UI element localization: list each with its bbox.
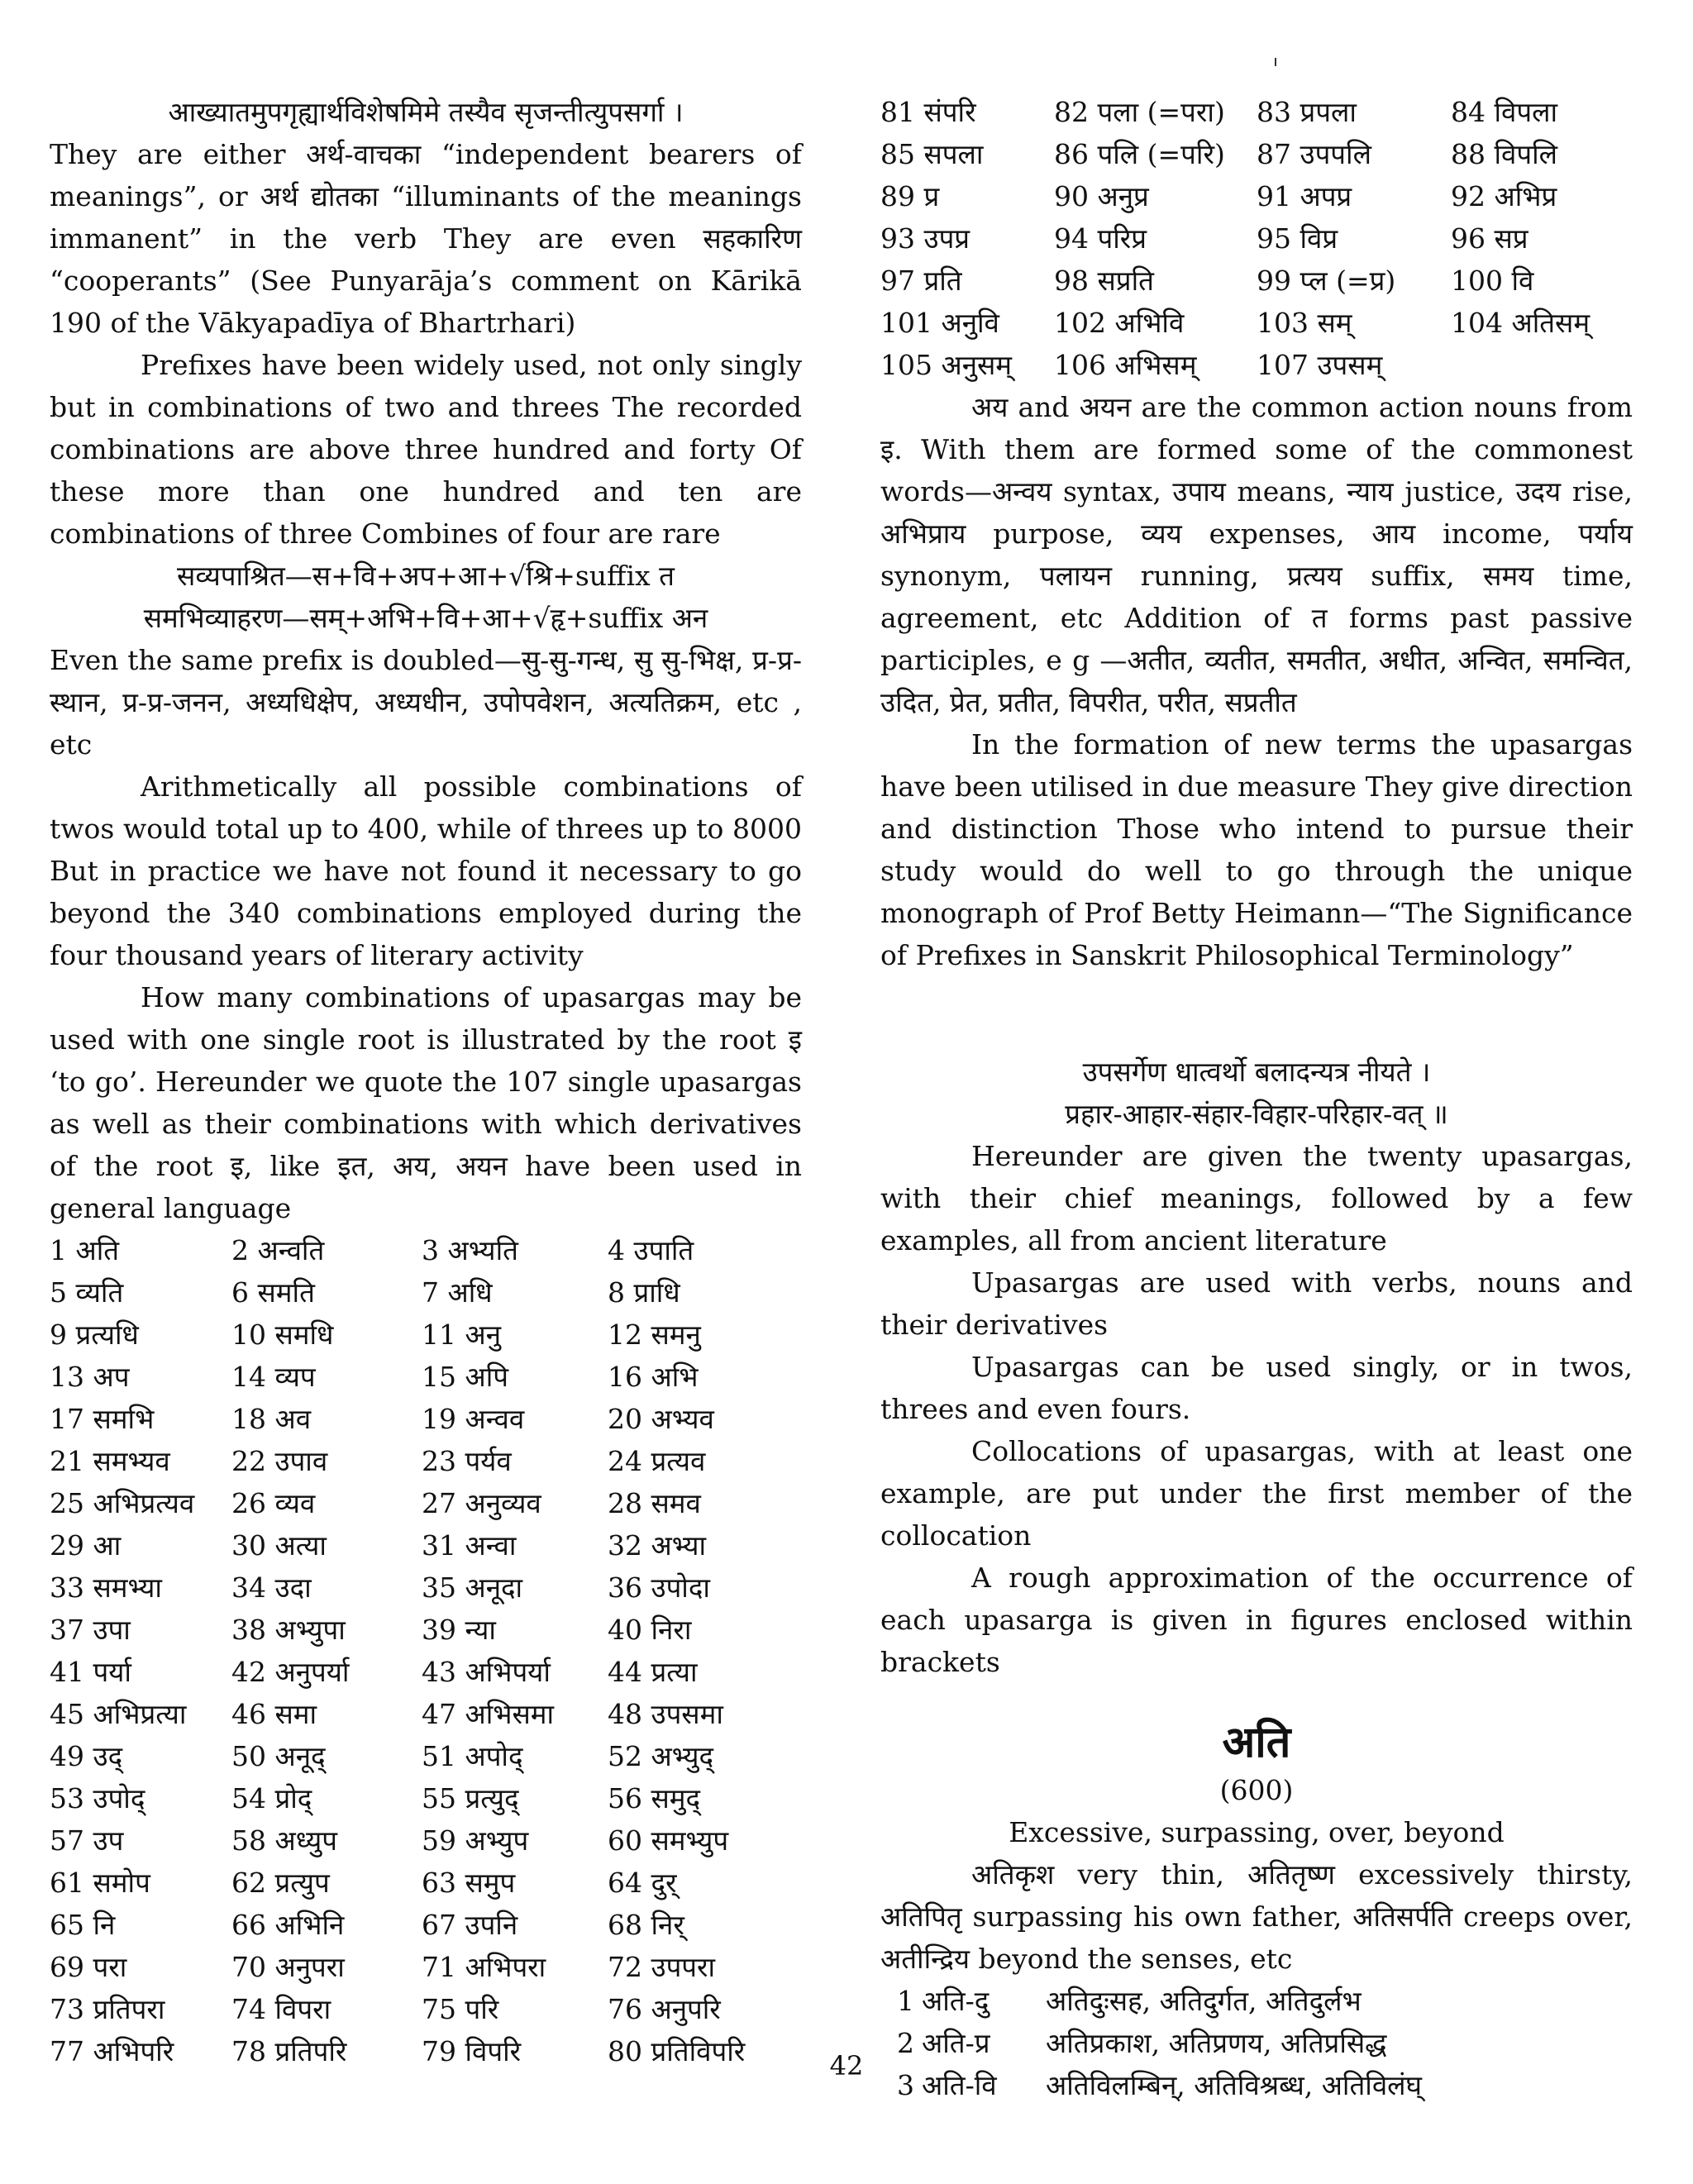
verse-line: प्रहार-आहार-संहार-विहार-परिहार-वत् ॥: [1065, 1098, 1448, 1130]
list-item: 53 उपोद्: [50, 1782, 145, 1814]
paragraph: They are either अर्थ-वाचका “independent bearers of meanings”, or अर्थ द्योतका “illuminants of the meanings immanent” in the verb They are even सहकारिण “cooperants” (See Punyarāja’s comment on Kārikā 190 of the Vākyapadīya of Bhartrhari): [50, 138, 802, 339]
list-item: 96 सप्र: [1451, 222, 1528, 255]
list-item: 38 अभ्युपा: [231, 1614, 346, 1646]
list-item: 1 अति: [50, 1234, 120, 1266]
paragraph: Hereunder are given the twenty upasargas, with their chief meanings, followed by a few examples, all from ancient literature: [880, 1140, 1633, 1257]
example-prefix: अति-दु: [922, 1985, 990, 2017]
list-item: 107 उपसम्: [1257, 349, 1383, 381]
list-item: 72 उपपरा: [608, 1951, 716, 1983]
list-item: 103 सम्: [1257, 307, 1352, 339]
paragraph: अतिकृश very thin, अतितृष्ण excessively thirsty, अतिपितृ surpassing his own father, अतिसर्पति creeps over, अतीन्द्रिय beyond the senses, etc: [880, 1858, 1633, 1975]
list-item: 54 प्रोद्: [231, 1782, 312, 1814]
paragraph: Prefixes have been widely used, not only singly but in combinations of two and threes The recorded combinations are above three hundred and forty Of these more than one hundred and ten are combinations of three Combines of four are rare: [50, 349, 802, 550]
list-item: 88 विपलि: [1451, 138, 1558, 170]
paragraph: How many combinations of upasargas may be used with one single root is illustrated by the root इ ‘to go’. Hereunder we quote the 107 single upasargas as well as their combinations with which derivatives of the root इ, like इत, अय, अयन have been used in general language: [50, 981, 802, 1224]
verse-line: उपसर्गेण धात्वर्थो बलादन्यत्र नीयते ।: [1082, 1056, 1431, 1088]
list-item: 33 समभ्या: [50, 1571, 162, 1604]
list-item: 58 अध्युप: [231, 1824, 337, 1857]
section-title: अति: [1222, 1717, 1291, 1767]
list-item: 99 प्ल (=प्र): [1257, 265, 1396, 297]
section-count: (600): [1219, 1774, 1294, 1806]
list-item: 9 प्रत्यधि: [50, 1319, 139, 1351]
paragraph: अय and अयन are the common action nouns from इ. With them are formed some of the commonest words—अन्वय syntax, उपाय means, न्याय justice, उदय rise, अभिप्राय purpose, व्यय expenses, आय income, पर्याय synonym, पलायन running, प्रत्यय suffix, समय time, agreement, etc Addition of त forms past passive participles, e g —अतीत, व्यतीत, समतीत, अधीत, अन्वित, समन्वित, उदित, प्रेत, प्रतीत, विपरीत, परीत, सप्रतीत: [880, 391, 1633, 718]
example-list: [880, 1980, 1633, 2106]
list-item: 51 अपोद्: [422, 1740, 523, 1772]
list-item: 81 संपरि: [880, 96, 976, 128]
list-item: 63 समुप: [422, 1867, 516, 1899]
list-item: 7 अधि: [422, 1276, 493, 1309]
formula: समभिव्याहरण—सम्+अभि+वि+आ+√हृ+suffix अन: [143, 602, 708, 634]
list-item: 64 दुर्: [608, 1867, 677, 1899]
list-item: 50 अनूद्: [231, 1740, 326, 1772]
paragraph: Even the same prefix is doubled—सु-सु-गन्ध, सु सु-भिक्ष, प्र-प्र-स्थान, प्र-प्र-जनन, अध्यधिक्षेप, अध्यधीन, उपोपवेशन, अत्यतिक्रम, etc , etc: [50, 644, 802, 761]
list-item: 78 प्रतिपरि: [231, 2035, 347, 2067]
list-item: 65 नि: [50, 1909, 116, 1941]
list-item: 27 अनुव्यव: [422, 1487, 541, 1519]
spacer: [880, 1683, 1633, 1716]
example-prefix: अति-वि: [922, 2069, 997, 2101]
list-item: 101 अनुवि: [880, 307, 999, 339]
list-item: 44 प्रत्या: [608, 1656, 698, 1688]
list-item: 95 विप्र: [1257, 222, 1338, 255]
list-item: 57 उप: [50, 1824, 124, 1857]
list-item: 13 अप: [50, 1361, 130, 1393]
list-item: 8 प्राधि: [608, 1276, 680, 1309]
list-item: 90 अनुप्र: [1054, 180, 1149, 212]
list-item: [1451, 344, 1633, 386]
list-item: 31 अन्वा: [422, 1529, 517, 1562]
list-item: 12 समनु: [608, 1319, 701, 1351]
paragraph: Upasargas can be used singly, or in twos, threes and even fours.: [880, 1351, 1633, 1425]
example-prefix: अति-प्र: [922, 2027, 990, 2059]
list-item: 23 पर्यव: [422, 1445, 512, 1477]
example-number: 1: [897, 1985, 914, 2017]
list-item: 87 उपपलि: [1257, 138, 1371, 170]
list-item: 98 सप्रति: [1054, 265, 1154, 297]
list-item: 4 उपाति: [608, 1234, 694, 1266]
list-item: 67 उपनि: [422, 1909, 518, 1941]
list-item: 20 अभ्यव: [608, 1403, 714, 1435]
list-item: 45 अभिप्रत्या: [50, 1698, 187, 1730]
list-item: 17 समभि: [50, 1403, 155, 1435]
list-item: 28 समव: [608, 1487, 701, 1519]
list-item: 16 अभि: [608, 1361, 699, 1393]
example-row: [880, 1980, 1633, 2022]
list-item: 26 व्यव: [231, 1487, 316, 1519]
list-item: 89 प्र: [880, 180, 940, 212]
list-item: 83 प्रपला: [1257, 96, 1357, 128]
upasarga-list-left: [50, 1229, 802, 2072]
list-item: 47 अभिसमा: [422, 1698, 555, 1730]
list-item: 84 विपला: [1451, 96, 1558, 128]
left-column: [50, 91, 802, 2072]
list-item: 34 उदा: [231, 1571, 312, 1604]
list-item: 32 अभ्या: [608, 1529, 707, 1562]
list-item: 18 अव: [231, 1403, 312, 1435]
example-number: 3: [897, 2069, 914, 2101]
section-meaning: Excessive, surpassing, over, beyond: [1009, 1816, 1505, 1848]
list-item: 15 अपि: [422, 1361, 508, 1393]
list-item: 46 समा: [231, 1698, 317, 1730]
sanskrit-quote: आख्यातमुपगृह्यार्थविशेषमिमे तस्यैव सृजन्तीत्युपसर्गा ।: [168, 96, 684, 128]
list-item: 49 उद्: [50, 1740, 123, 1772]
list-item: 40 निरा: [608, 1614, 692, 1646]
list-item: 42 अनुपर्या: [231, 1656, 350, 1688]
list-item: 82 पला (=परा): [1054, 96, 1225, 128]
list-item: 3 अभ्यति: [422, 1234, 518, 1266]
paragraph: Collocations of upasargas, with at least one example, are put under the first member of the collocation: [880, 1435, 1633, 1552]
list-item: 10 समधि: [231, 1319, 334, 1351]
list-item: 22 उपाव: [231, 1445, 328, 1477]
paragraph: Arithmetically all possible combinations of twos would total up to 400, while of threes up to 8000 But in practice we have not found it necessary to go beyond the 340 combinations employed during the four thousand years of literary activity: [50, 770, 802, 971]
list-item: 97 प्रति: [880, 265, 962, 297]
list-item: 21 समभ्यव: [50, 1445, 170, 1477]
example-words: अतिविलम्बिन्, अतिविश्रब्ध, अतिविलंघ्: [1046, 2069, 1423, 2101]
paragraph: A rough approximation of the occurrence of each upasarga is given in figures enclosed within brackets: [880, 1562, 1633, 1678]
list-item: 79 विपरि: [422, 2035, 522, 2067]
list-item: 100 वि: [1451, 265, 1534, 297]
list-item: 70 अनुपरा: [231, 1951, 345, 1983]
list-item: 30 अत्या: [231, 1529, 327, 1562]
list-item: 2 अन्वति: [231, 1234, 325, 1266]
list-item: 43 अभिपर्या: [422, 1656, 551, 1688]
list-item: 62 प्रत्युप: [231, 1867, 330, 1899]
paragraph: Upasargas are used with verbs, nouns and their derivatives: [880, 1266, 1633, 1341]
list-item: 24 प्रत्यव: [608, 1445, 706, 1477]
list-item: 39 न्या: [422, 1614, 496, 1646]
page-number: 42: [829, 2050, 864, 2081]
list-item: 71 अभिपरा: [422, 1951, 546, 1983]
example-number: 2: [897, 2027, 914, 2059]
list-item: 56 समुद्: [608, 1782, 701, 1814]
list-item: 14 व्यप: [231, 1361, 316, 1393]
list-item: 85 सपला: [880, 138, 984, 170]
list-item: 36 उपोदा: [608, 1571, 710, 1604]
spacer: [880, 976, 1633, 1051]
right-column: [880, 91, 1633, 2106]
list-item: 80 प्रतिविपरि: [608, 2035, 746, 2067]
list-item: 94 परिप्र: [1054, 222, 1147, 255]
list-item: 92 अभिप्र: [1451, 180, 1557, 212]
list-item: 106 अभिसम्: [1054, 349, 1197, 381]
list-item: 104 अतिसम्: [1451, 307, 1590, 339]
list-item: 35 अनूदा: [422, 1571, 523, 1604]
formula: सव्यपाश्रित—स+वि+अप+आ+√श्रि+suffix त: [177, 560, 675, 592]
list-item: 102 अभिवि: [1054, 307, 1185, 339]
list-item: 74 विपरा: [231, 1993, 331, 2025]
list-item: 61 समोप: [50, 1867, 150, 1899]
list-item: 6 समति: [231, 1276, 315, 1309]
list-item: 29 आ: [50, 1529, 122, 1562]
list-item: 77 अभिपरि: [50, 2035, 174, 2067]
list-item: 75 परि: [422, 1993, 499, 2025]
print-mark: [1275, 58, 1276, 66]
paragraph: In the formation of new terms the upasargas have been utilised in due measure They give direction and distinction Those who intend to pursue their study would do well to go through the unique monograph of Prof Betty Heimann—“The Significance of Prefixes in Sanskrit Philosophical Terminology”: [880, 728, 1633, 971]
list-item: 105 अनुसम्: [880, 349, 1013, 381]
example-words: अतिप्रकाश, अतिप्रणय, अतिप्रसिद्ध: [1046, 2027, 1387, 2059]
example-words: अतिदुःसह, अतिदुर्गत, अतिदुर्लभ: [1046, 1985, 1362, 2017]
list-item: 5 व्यति: [50, 1276, 124, 1309]
list-item: 60 समभ्युप: [608, 1824, 729, 1857]
list-item: 59 अभ्युप: [422, 1824, 529, 1857]
list-item: 41 पर्या: [50, 1656, 131, 1688]
list-item: 91 अपप्र: [1257, 180, 1352, 212]
list-item: 48 उपसमा: [608, 1698, 723, 1730]
list-item: 55 प्रत्युद्: [422, 1782, 519, 1814]
list-item: 11 अनु: [422, 1319, 502, 1351]
list-item: 25 अभिप्रत्यव: [50, 1487, 195, 1519]
list-item: 52 अभ्युद्: [608, 1740, 714, 1772]
upasarga-list-right: [880, 91, 1633, 386]
list-item: 93 उपप्र: [880, 222, 970, 255]
list-item: 19 अन्वव: [422, 1403, 525, 1435]
list-item: 66 अभिनि: [231, 1909, 345, 1941]
list-item: 73 प्रतिपरा: [50, 1993, 165, 2025]
list-item: 68 निर्: [608, 1909, 684, 1941]
list-item: 69 परा: [50, 1951, 127, 1983]
list-item: 76 अनुपरि: [608, 1993, 721, 2025]
list-item: 86 पलि (=परि): [1054, 138, 1225, 170]
list-item: 37 उपा: [50, 1614, 131, 1646]
